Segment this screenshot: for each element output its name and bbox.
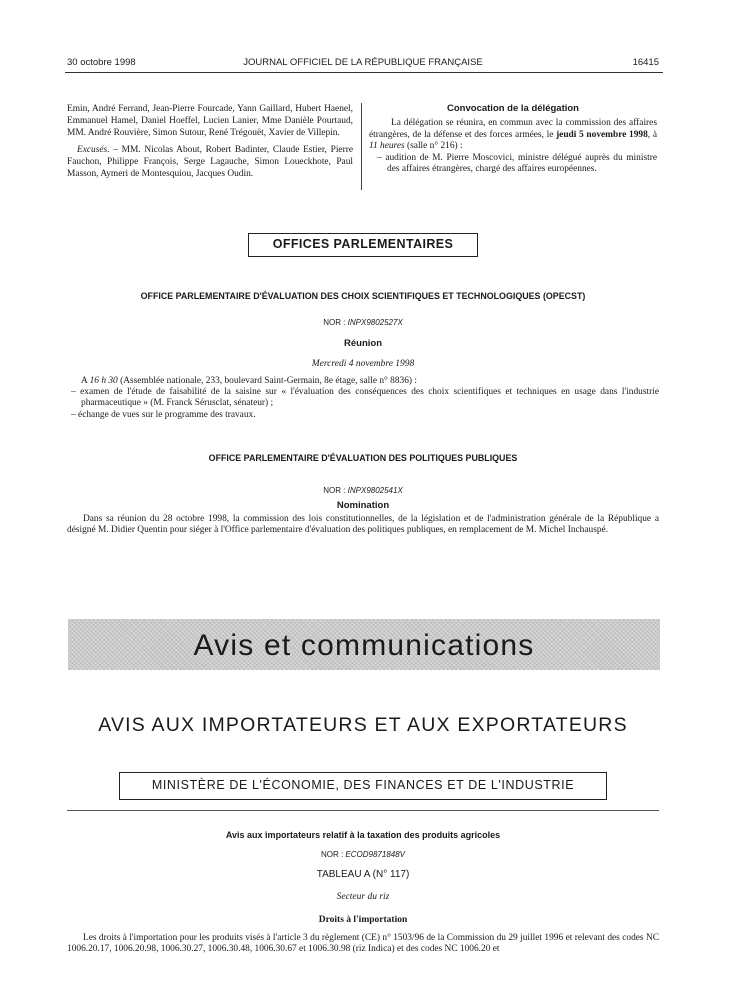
running-header <box>67 57 659 71</box>
convocation-paragraph <box>369 118 657 152</box>
opep-text-block <box>67 514 659 536</box>
convocation-time: 11 heures <box>369 141 405 152</box>
avis-droits: Droits à l'importation <box>318 915 408 925</box>
opecst-nor <box>67 318 659 327</box>
avis-text: Les droits à l'importation pour les produits visés à l'article 3 du règlement (CE) n° 1503/96 de la Commission du 29 juillet 1996 et relevant des codes NC 1006.20.17, 1006.20.98, 1006.30.27, 1006.30.48, 1006.30.67 et 1006.30.98 (riz Indica) et des codes NC 1006.20 et <box>67 933 659 955</box>
offices-heading: OFFICES PARLEMENTAIRES <box>248 233 478 257</box>
journal-title: JOURNAL OFFICIEL DE LA RÉPUBLIQUE FRANÇAISE <box>243 57 483 68</box>
opecst-item: – examen de l'étude de faisabilité de la saisine sur « l'évaluation des conséquences des choix scientifiques et techniques en usage dans l'industrie pharmaceutique » (M. Franck Sérusclat, sénateur) ; <box>71 387 659 409</box>
avis-sector: Secteur du riz <box>336 892 390 902</box>
opecst-date: Mercredi 4 novembre 1998 <box>311 359 415 369</box>
nor-label: NOR : <box>323 318 348 327</box>
convocation-text-c: (salle n° 216) : <box>404 141 463 152</box>
nor-code: ECOD9871848V <box>345 850 406 859</box>
opep-text: Dans sa réunion du 28 octobre 1998, la commission des lois constitutionnelles, de la législation et de l'administration générale de la République a désigné M. Didier Quentin pour siéger à l'Office parlementaire d'évaluation des politiques publiques, en remplacement de M. Michel Inchauspé. <box>67 514 659 536</box>
avis-nor <box>67 850 659 859</box>
opecst-item: – échange de vues sur le programme des travaux. <box>71 409 256 420</box>
avis-title: Avis aux importateurs relatif à la taxation des produits agricoles <box>225 830 501 840</box>
nor-label: NOR : <box>320 850 346 859</box>
avis-table: TABLEAU A (N° 117) <box>316 869 410 880</box>
opecst-agenda <box>67 376 659 421</box>
right-column <box>369 103 657 175</box>
issue-date: 30 octobre 1998 <box>67 57 136 68</box>
ministry-rule <box>67 810 659 811</box>
excuses-paragraph <box>67 144 353 181</box>
convocation-text-b: , à <box>647 129 657 140</box>
opecst-subtitle: Réunion <box>344 338 382 349</box>
opep-subtitle: Nomination <box>336 500 390 511</box>
opep-nor <box>67 486 659 495</box>
header-rule <box>65 72 663 73</box>
left-column <box>67 103 353 180</box>
nor-code: INPX9802541X <box>347 486 403 495</box>
convocation-date: jeudi 5 novembre 1998 <box>556 129 648 140</box>
opecst-time: 16 h 30 <box>89 376 118 386</box>
ministry-heading: MINISTÈRE DE L'ÉCONOMIE, DES FINANCES ET DE L'INDUSTRIE <box>119 772 607 800</box>
opecst-line-b: (Assemblée nationale, 233, boulevard Saint-Germain, 8e étage, salle n° 8836) : <box>117 376 417 386</box>
nor-code: INPX9802527X <box>347 318 403 327</box>
members-list: Emin, André Ferrand, Jean-Pierre Fourcade, Yann Gaillard, Hubert Haenel, Emmanuel Hamel, Daniel Hoeffel, Lucien Lanier, Mme Danièle Pourtaud, MM. André Rouvière, Simon Sutour, René Trégouët, Xavier de Villepin. <box>67 104 353 139</box>
opep-title: OFFICE PARLEMENTAIRE D'ÉVALUATION DES POLITIQUES PUBLIQUES <box>208 453 518 463</box>
nor-label: NOR : <box>323 486 348 495</box>
banner-title: Avis et communications <box>193 629 535 662</box>
column-divider <box>361 103 362 190</box>
opecst-line <box>67 376 659 387</box>
convocation-text-a: La délégation se réunira, en commun avec la commission des affaires étrangères, de la défense et des forces armées, le <box>369 118 657 140</box>
section-title: AVIS AUX IMPORTATEURS ET AUX EXPORTATEURS <box>98 714 628 736</box>
opecst-title: OFFICE PARLEMENTAIRE D'ÉVALUATION DES CHOIX SCIENTIFIQUES ET TECHNOLOGIQUES (OPECST) <box>140 291 586 301</box>
convocation-title: Convocation de la délégation <box>447 103 579 114</box>
avis-text-block <box>67 933 659 955</box>
excuses-label: Excusés. <box>77 144 110 155</box>
excuses-text: – MM. Nicolas About, Robert Badinter, Claude Estier, Pierre Fauchon, Philippe François, Serge Lagauche, Simon Loueckhote, Paul Masson, Aymeri de Montesquiou, Jacques Oudin. <box>67 144 353 180</box>
page-number: 16415 <box>632 57 659 68</box>
opecst-line-a: A <box>81 376 90 386</box>
convocation-item: – audition de M. Pierre Moscovici, ministre délégué auprès du ministre des affaires étrangères, chargé des affaires européennes. <box>377 152 657 175</box>
